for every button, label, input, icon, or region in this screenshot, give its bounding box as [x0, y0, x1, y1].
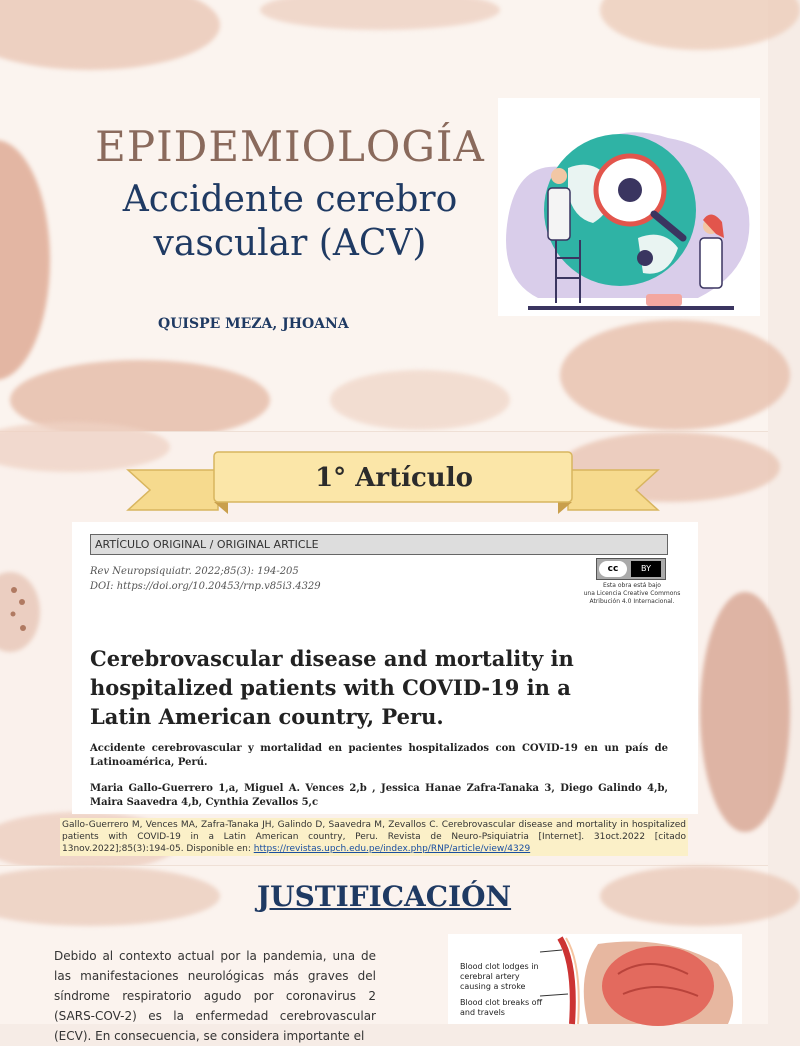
citation-text: Gallo-Guerrero M, Vences MA, Zafra-Tanaka JH, Galindo D, Saavedra M, Zevallos C. Cerebrovascular disease and mortality in hospitalized patients with COVID-19 in a Latin American country, Peru. Revista de Neuro-Psiquiatria [Internet]. 31oct.2022 [citado 13nov.2022];85(3):194-05. Disponible en: — [62, 820, 686, 854]
slide-title-text — [80, 178, 500, 266]
title-line: vascular (ACV) — [153, 223, 427, 264]
license-line: una Licencia Creative Commons — [583, 590, 681, 597]
watercolor-blob — [260, 0, 500, 30]
journal-line: Rev Neuropsiquiatr. 2022;85(3): 194-205 — [90, 566, 299, 577]
watercolor-blob — [560, 320, 790, 430]
article-title-line: hospitalized patients with COVID-19 in a — [90, 675, 571, 700]
slide-heading: EPIDEMIOLOGÍA — [95, 122, 485, 171]
justification-text: Debido al contexto actual por la pandemia, una de las manifestaciones neurológicas más graves del síndrome respiratorio agudo por coronavirus 2 (SARS-COV-2) es la enfermedad cerebrovascular (ECV). En consecuencia, se considera importante el — [54, 949, 376, 1043]
citation-box — [60, 818, 688, 856]
cc-label: cc — [599, 561, 627, 577]
title-line: Accidente cerebro — [122, 179, 458, 220]
diagram-label: Blood clot breaks off and travels — [460, 998, 543, 1017]
article-title-line: Latin American country, Peru. — [90, 704, 444, 729]
citation-link[interactable]: https://revistas.upch.edu.pe/index.php/RNP/article/view/4329 — [253, 844, 531, 854]
author-name: QUISPE MEZA, JHOANA — [158, 316, 349, 332]
globe-scientists-icon — [498, 98, 760, 316]
watercolor-blob — [0, 140, 50, 380]
article-title-line: Cerebrovascular disease and mortality in — [90, 646, 574, 671]
license-line: Esta obra está bajo — [603, 582, 661, 589]
decorative-dots — [8, 582, 28, 642]
watercolor-blob — [330, 370, 510, 430]
license-line: Atribución 4.0 Internacional. — [589, 598, 675, 605]
watercolor-blob — [600, 0, 800, 50]
article-subtitle: Accidente cerebrovascular y mortalidad en pacientes hospitalizados con COVID-19 en un país de Latinoamérica, Perú. — [90, 743, 668, 768]
article-authors: Maria Gallo-Guerrero 1,a, Miguel A. Vences 2,b , Jessica Hanae Zafra-Tanaka 3, Diego Galindo 4,b, Maira Saavedra 4,b, Cynthia Zevallos 5,c — [90, 783, 668, 808]
article-header: ARTÍCULO ORIGINAL / ORIGINAL ARTICLE — [90, 534, 668, 555]
license-text — [578, 582, 686, 606]
doi-line: DOI: https://doi.org/10.20453/rnp.v85i3.4329 — [90, 581, 321, 592]
watercolor-blob — [700, 592, 790, 832]
watercolor-blob — [0, 0, 220, 70]
article-screenshot — [72, 522, 698, 814]
article-meta — [90, 564, 321, 594]
diagram-label: Blood clot lodges in cerebral artery causing a stroke — [460, 962, 539, 991]
epidemiology-illustration — [498, 98, 760, 316]
cc-by: BY — [631, 561, 661, 577]
ribbon-label: 1° Artículo — [315, 463, 473, 493]
slide-title — [0, 0, 768, 432]
stroke-diagram — [448, 934, 742, 1024]
section-heading: JUSTIFICACIÓN — [256, 880, 512, 913]
creative-commons-icon — [596, 558, 666, 580]
article-title — [90, 644, 670, 731]
